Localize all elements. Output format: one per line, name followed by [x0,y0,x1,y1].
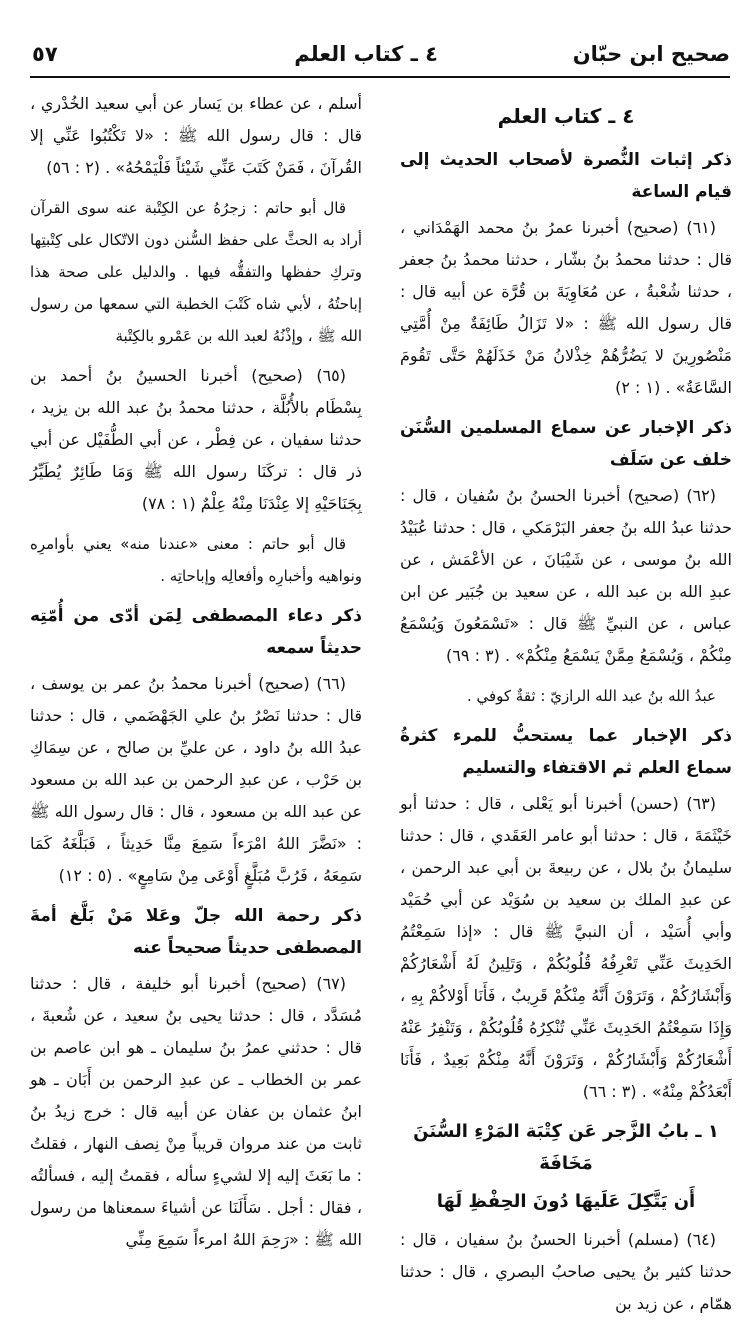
right-column [400,88,732,1313]
hadith-64-continued: أسلم ، عن عطاء بن يَسار عن أبي سعيد الخُدْري ، قال : قال رسول الله ﷺ : «لا تَكْتُبُوا عَنِّي إلا القُرآنَ ، فَمَنْ كَتَبَ عَنِّي شَيْئاً فَلْيَمْحُهُ» . (٢ : ٥٦) [30,94,362,177]
hadith-62: (٦٢) (صحيح) أخبرنا الحسنُ بنُ سُفيان ، قال : حدثنا عبدُ الله بنُ جعفر البَرْمَكي ، قال : حدثنا عُبَيْدُ الله بنُ موسى ، عن شَيْبَانَ ، عن الأعْمَش ، عن عبدِ الله بن عبد الله ، عن سعيد بن جُبَير عن ابن عباس ، عن النبيِّ ﷺ قال : «تَسْمَعُونَ وَيُسْمَعُ مِنْكُمْ ، وَيُسْمَعُ مِمَّنْ يَسْمَعُ مِنْكُمْ» . (٣ : ٦٩) [400,486,732,665]
page-header [30,36,730,76]
left-column [30,88,362,1249]
hadith-67: (٦٧) (صحيح) أخبرنا أبو خليفة ، قال : حدثنا مُسَدَّد ، قال : حدثنا يحيى بنُ سعيد ، عن شُعبةَ ، قال : حدثني عمرُ بنُ سليمان ـ هو ابن عاصم بن عمر بن الخطاب ـ عن عبدِ الرحمن بن أَبَان ـ هو ابنُ عثمان بن عفان عن أبيه قال : خرج زيدُ بنُ ثابت من عند مروان قريباً مِنْ نِصف النهار ، فقلتُ : ما بَعَثَ إليه إلا لشيءٍ سأله ، فقمتُ إليه ، فسألتُه ، فقال : أجل . سَأَلَنَا عن أشياءَ سمعناها من رسول الله ﷺ : «رَحِمَ اللهُ امرءاً سَمِعَ مِنِّي [30,974,362,1249]
hadith-61: (٦١) (صحيح) أخبرنا عمرُ بنُ محمد الهَمْدَاني ، قال : حدثنا محمدُ بنُ بشّار ، حدثنا محمدُ بنُ جعفر ، حدثنا شُعْبةُ ، عن مُعَاوِيَةَ بن قُرَّة عن أبيه قال : قال رسول الله ﷺ : «لا تَزَالُ طَائِفَةٌ مِنْ أُمَّتِي مَنْصُورِينَ لا يَضُرُّهُمْ خِذْلانُ مَنْ خَذَلَهُمْ حَتَّى تَقُومَ السَّاعَةُ» . (١ : ٢) [400,218,732,397]
section-title: ذكر إثبات النُّصرة لأصحاب الحديث إلى قيام الساعة [400,150,732,202]
abu-hatim-note: قال أبو حاتم : زجرُهُ عن الكِتْبة عنه سوى القرآن أراد به الحثَّ على حفظ السُّنن دون الاتّكال على كِتْبتِها وتركِ حفظها والتفقُّه فيها . والدليل على صحة هذا إباحتُهُ ، لأبي شاه كَتْبَ الخطبة التي سمعها من رسول الله ﷺ ، وإذْنُهُ لعبد الله بن عَمْرو بالكِتْبة [30,199,362,345]
hadith-64: (٦٤) (مسلم) أخبرنا الحسنُ بنُ سفيان ، قال : حدثنا كثير بنُ يحيى صاحبُ البصري ، قال : حدثنا همّام ، عن زيد بن [400,1230,732,1313]
section-title: ذكر رحمة الله جلّ وعَلا مَنْ بَلَّغ أمةَ المصطفى حديثاً صحيحاً عنه [30,906,362,958]
bab-heading-line-2: أَن يَتَّكِلَ عَلَيهَا دُونَ الحِفْظِ لَهَا [436,1191,696,1212]
hadith-65: (٦٥) (صحيح) أخبرنا الحسينُ بنُ أحمد بن بِسْطَام بالأُبُلَّة ، حدثنا محمدُ بنُ عبد الله بن يزيد ، حدثنا سفيان ، عن فِطْر ، عن أبي الطُّفَيْل عن أبي ذر قال : تركَنَا رسول الله ﷺ وَمَا طَائِرٌ يُطَيِّرُ بِجَنَاحَيْهِ إلا عِنْدَنَا مِنْهُ عِلْمٌ (١ : ٧٨) [30,366,362,513]
section-title: ذكر دعاء المصطفى لِمَن أدّى من أُمّتِه حديثاً سمعه [30,606,362,658]
header-rule [30,76,730,78]
section-title: ذكر الإخبار عن سماع المسلمين السُّنَن خلف عن سَلَف [400,418,732,470]
narrator-note: عبدُ الله بنُ عبد الله الرازيّ : ثقةٌ كوفي . [466,687,716,705]
abu-hatim-note: قال أبو حاتم : معنى «عندنا منه» يعني بأوامرِه ونواهيه وأخبارِه وأفعالِه وإباحاتِه . [30,535,362,585]
hadith-66: (٦٦) (صحيح) أخبرنا محمدُ بنُ عمر بن يوسف ، قال : حدثنا نَصْرُ بنُ علي الجَهْضَمي ، قال : حدثنا عبدُ الله بنُ داود ، عن عليِّ بن صالح ، عن سِمَاكِ بن حَرْب ، عن عبدِ الرحمن بن عبد الله بن مسعود عن عبد الله بن مسعود ، قال : قال رسول الله ﷺ : «نَضَّرَ اللهُ امْرَءاً سَمِعَ مِنَّا حَدِيثاً ، فَبَلَّغَهُ كَمَا سَمِعَهُ ، فَرُبَّ مُبَلَّغٍ أَوْعَى مِنْ سَامِعٍ» . (٥ : ١٢) [30,674,362,885]
running-chapter-title: ٤ ـ كتاب العلم [294,42,438,66]
book-title: صحيح ابن حبّان [572,42,730,66]
bab-heading-line-1: ١ ـ بابُ الزَّجر عَن كِتْبَة المَرْءِ السُّنَنَ مَخَافَةَ [413,1121,719,1174]
hadith-63: (٦٣) (حسن) أخبرنا أبو يَعْلى ، قال : حدثنا أبو خَيْثَمَةَ ، قال : حدثنا أبو عامر العَقَدي ، قال : حدثنا سليمانُ بنُ بلال ، عن ربيعةَ بن أبي عبد الرحمن ، عن عبدِ الملك بن سعيد بن سُوَيْد عن أبي حُمَيْد وأبي أُسَيْد ، أن النبيَّ ﷺ قال : «إذا سَمِعْتُمُ الحَدِيثَ عَنِّي تَعْرِفُهُ قُلُوبُكُمْ ، وَتَلِينُ لَهُ أَشْعَارُكُمْ وَأَبْشَارُكُمْ ، وَتَرَوْنَ أَنَّهُ مِنْكُمْ قَرِيبٌ ، فَأَنَا أَوْلاكُمْ بِهِ ، وَإِذَا سَمِعْتُمُ الحَدِيثَ عَنِّي تُنْكِرُهُ قُلُوبُكُمْ ، وَتَنْفِرُ عَنْهُ أَشْعَارُكُمْ وَأَبْشَارُكُمْ ، وَتَرَوْنَ أَنَّهُ مِنْكُمْ بَعِيدٌ ، فَأَنَا أَبْعَدُكُمْ مِنْهُ» . (٣ : ٦٦) [400,794,732,1101]
page-number: ٥٧ [32,42,58,66]
section-title: ذكر الإخبار عما يستحبُّ للمرء كثرةُ سماع العلم ثم الاقتفاء والتسليم [400,726,732,778]
chapter-heading: ٤ ـ كتاب العلم [497,104,635,128]
